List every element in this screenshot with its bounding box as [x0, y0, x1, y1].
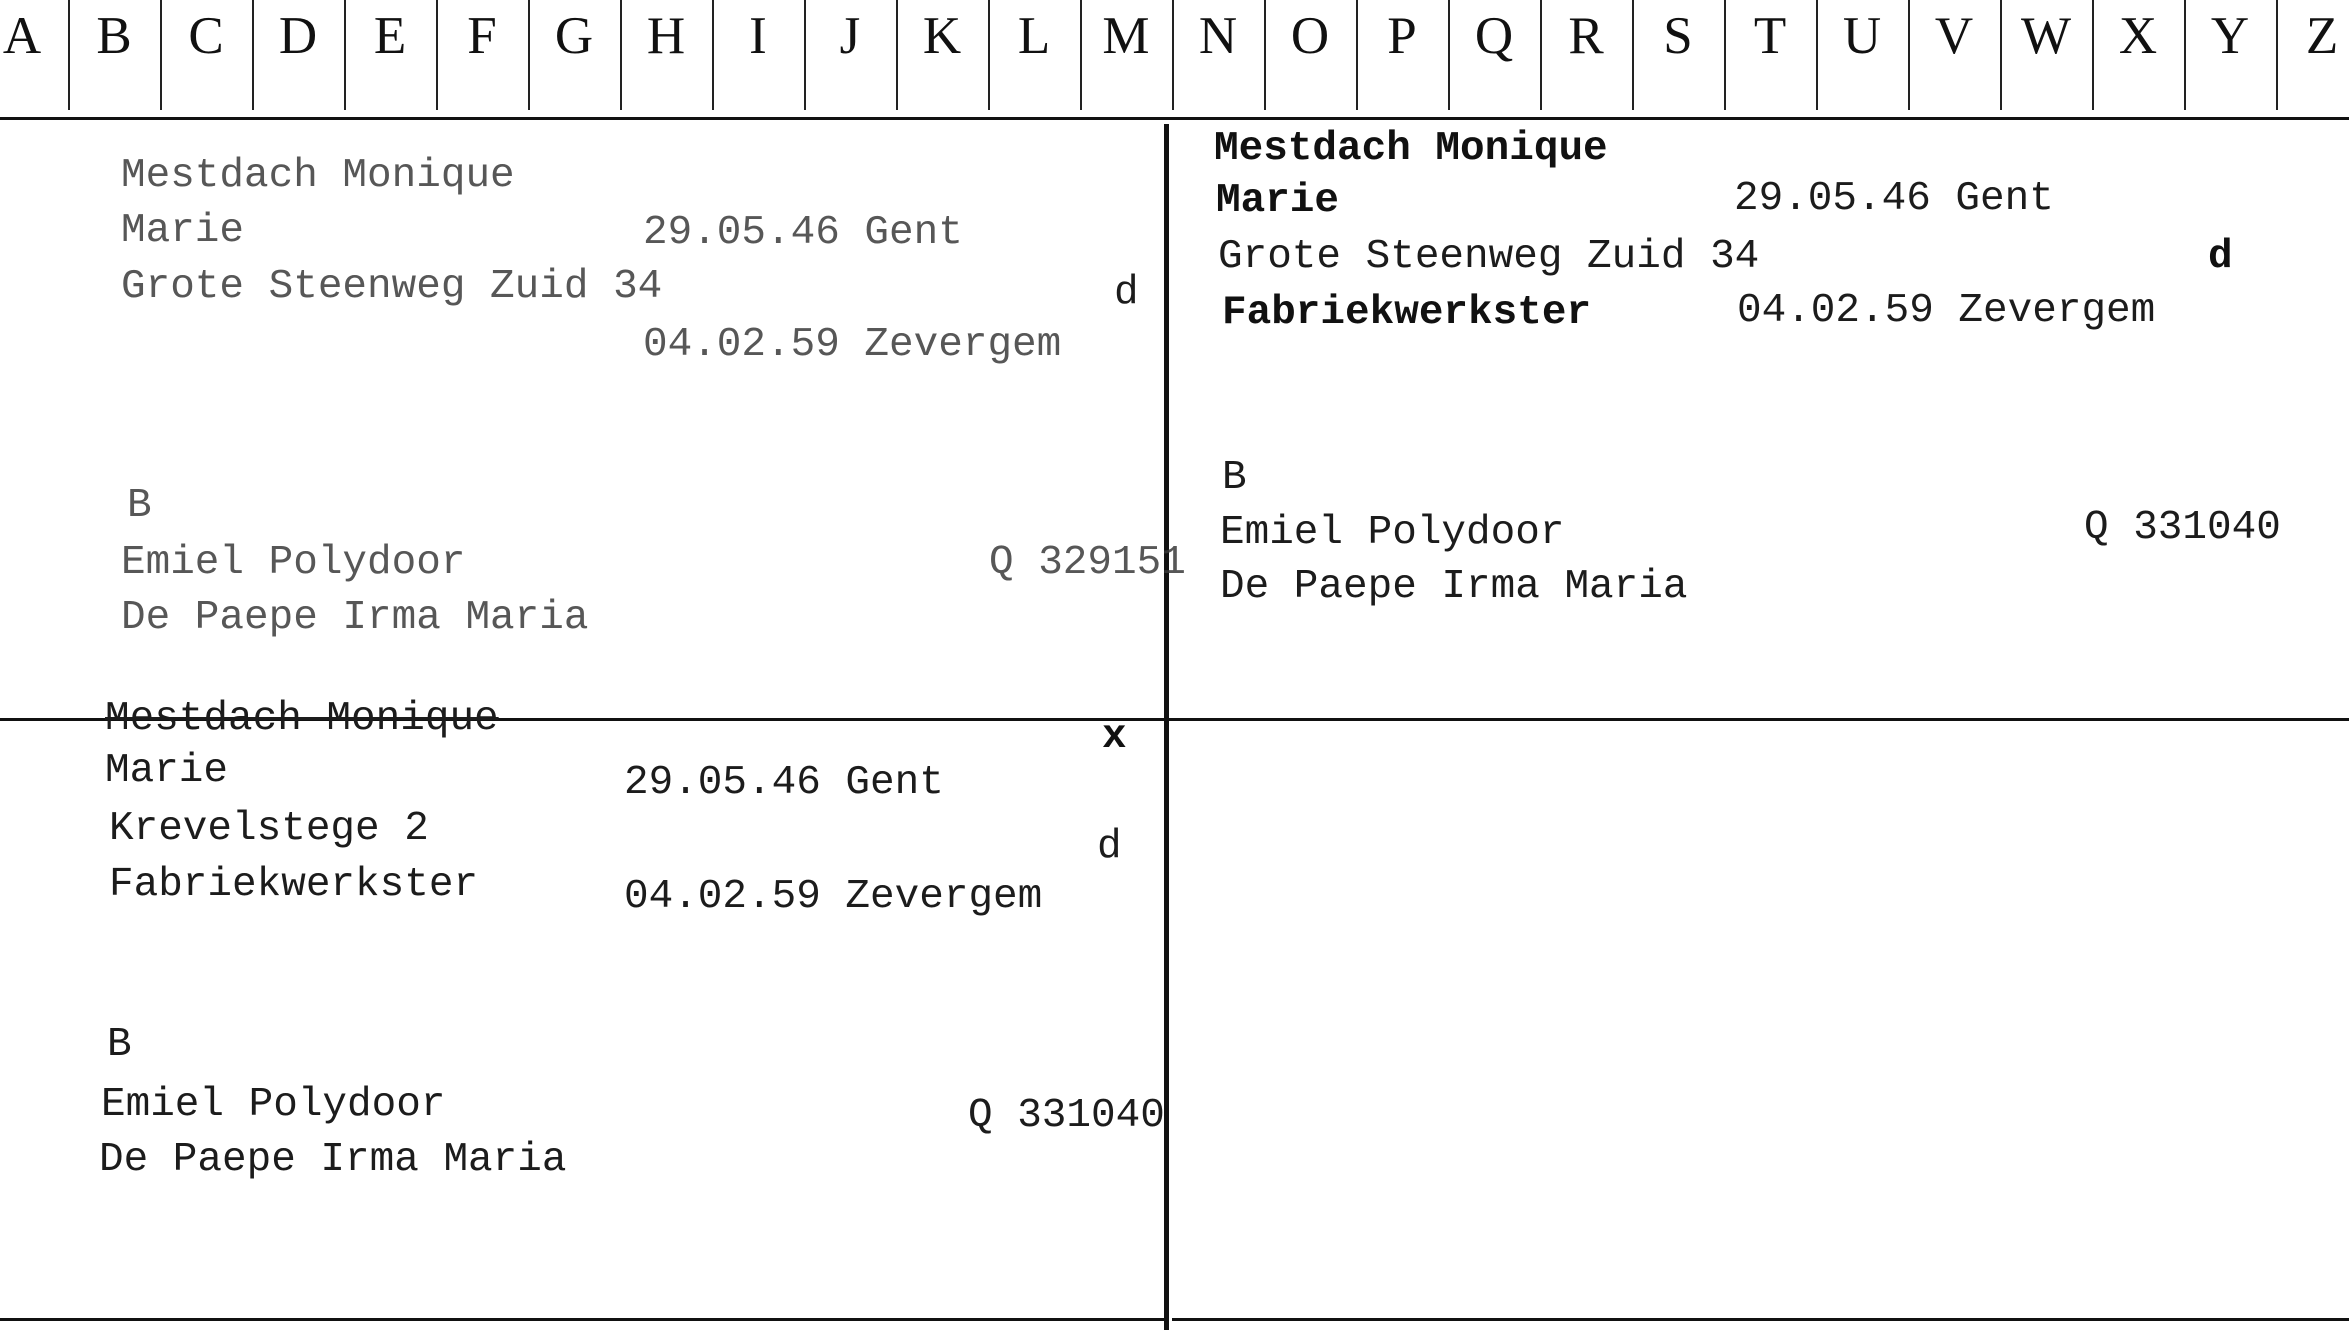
card-first-name: Marie: [1216, 178, 1340, 224]
card-mother: De Paepe Irma Maria: [121, 595, 589, 641]
card-marker: d: [1097, 824, 1122, 870]
tab-separator: [1264, 0, 1266, 110]
card-number: Q 331040: [968, 1093, 1165, 1139]
tab-separator: [1448, 0, 1450, 110]
tab-separator: [1080, 0, 1082, 110]
alphabet-index-bar: [0, 0, 2349, 120]
tab-separator: [804, 0, 806, 110]
card-surname: Mestdach Monique: [121, 153, 515, 199]
tab-letter-g: G: [554, 7, 594, 65]
card-marker: d: [2208, 234, 2233, 280]
tab-letter-f: F: [467, 7, 497, 65]
tab-letter-p: P: [1387, 7, 1417, 65]
tab-separator: [1540, 0, 1542, 110]
card-surname: Mestdach Monique: [1214, 126, 1608, 172]
card-surname: Mestdach Monique: [105, 696, 499, 742]
tab-letter-y: Y: [2210, 7, 2250, 65]
tab-separator: [1816, 0, 1818, 110]
tab-letter-k: K: [922, 7, 962, 65]
card-first-name: Marie: [105, 748, 229, 794]
tab-letter-h: H: [646, 7, 686, 65]
tab-letter-z: Z: [2305, 7, 2339, 65]
tab-letter-t: T: [1753, 7, 1787, 65]
tab-letter-w: W: [2020, 7, 2072, 65]
tab-separator: [252, 0, 254, 110]
tab-separator: [1632, 0, 1634, 110]
card-number: Q 331040: [2084, 505, 2281, 551]
tab-letter-l: L: [1017, 7, 1051, 65]
tab-separator: [988, 0, 990, 110]
tab-letter-n: N: [1198, 7, 1238, 65]
tab-separator: [344, 0, 346, 110]
card-mother: De Paepe Irma Maria: [99, 1137, 567, 1183]
tab-letter-r: R: [1568, 7, 1604, 65]
tab-separator: [160, 0, 162, 110]
tab-letter-b: B: [96, 7, 132, 65]
tab-letter-m: M: [1102, 7, 1150, 65]
card-bottom-edge-right: [1172, 1318, 2349, 1321]
tab-letter-v: V: [1934, 7, 1974, 65]
tab-letter-d: D: [278, 7, 318, 65]
card-father: Emiel Polydoor: [101, 1082, 446, 1128]
card-occupation: Fabriekwerkster: [109, 862, 479, 908]
card-father: Emiel Polydoor: [1220, 510, 1565, 556]
card-code: B: [127, 483, 152, 529]
tab-letter-e: E: [373, 7, 407, 65]
tab-letter-s: S: [1663, 7, 1693, 65]
card-birth: 29.05.46 Gent: [1734, 176, 2054, 222]
tab-letter-u: U: [1842, 7, 1882, 65]
card-father: Emiel Polydoor: [121, 540, 466, 586]
tab-separator: [436, 0, 438, 110]
tab-separator: [620, 0, 622, 110]
tab-separator: [1908, 0, 1910, 110]
tab-separator: [2000, 0, 2002, 110]
tab-letter-a: A: [2, 7, 42, 65]
tab-separator: [2184, 0, 2186, 110]
card-address: Grote Steenweg Zuid 34: [1218, 234, 1760, 280]
tab-letter-i: I: [749, 7, 767, 65]
card-number: Q 329151: [989, 540, 1186, 586]
card-mother: De Paepe Irma Maria: [1220, 564, 1688, 610]
tab-separator: [1356, 0, 1358, 110]
tab-separator: [528, 0, 530, 110]
card-date-place: 04.02.59 Zevergem: [1737, 288, 2156, 334]
card-birth: 29.05.46 Gent: [643, 210, 963, 256]
card-code: B: [107, 1022, 132, 1068]
tab-separator: [1172, 0, 1174, 110]
card-birth: 29.05.46 Gent: [624, 760, 944, 806]
card-first-name: Marie: [121, 208, 245, 254]
card-bottom-edge-left: [0, 1318, 1164, 1321]
card-occupation: Fabriekwerkster: [1222, 290, 1592, 336]
tab-letter-x: X: [2118, 7, 2158, 65]
card-mark-x: x: [1102, 714, 1127, 760]
tab-letter-o: O: [1290, 7, 1330, 65]
tab-separator: [2276, 0, 2278, 110]
tab-separator: [1724, 0, 1726, 110]
card-code: B: [1222, 455, 1247, 501]
tab-separator: [68, 0, 70, 110]
card-date-place: 04.02.59 Zevergem: [643, 322, 1062, 368]
tab-letter-j: J: [839, 7, 861, 65]
card-marker: d: [1114, 270, 1139, 316]
tab-separator: [896, 0, 898, 110]
tab-separator: [712, 0, 714, 110]
card-date-place: 04.02.59 Zevergem: [624, 874, 1043, 920]
tab-letter-q: Q: [1474, 7, 1514, 65]
card-address: Krevelstege 2: [109, 806, 429, 852]
card-divider-vertical: [1164, 124, 1169, 1330]
tab-separator: [2092, 0, 2094, 110]
card-address: Grote Steenweg Zuid 34: [121, 264, 663, 310]
tab-letter-c: C: [188, 7, 224, 65]
